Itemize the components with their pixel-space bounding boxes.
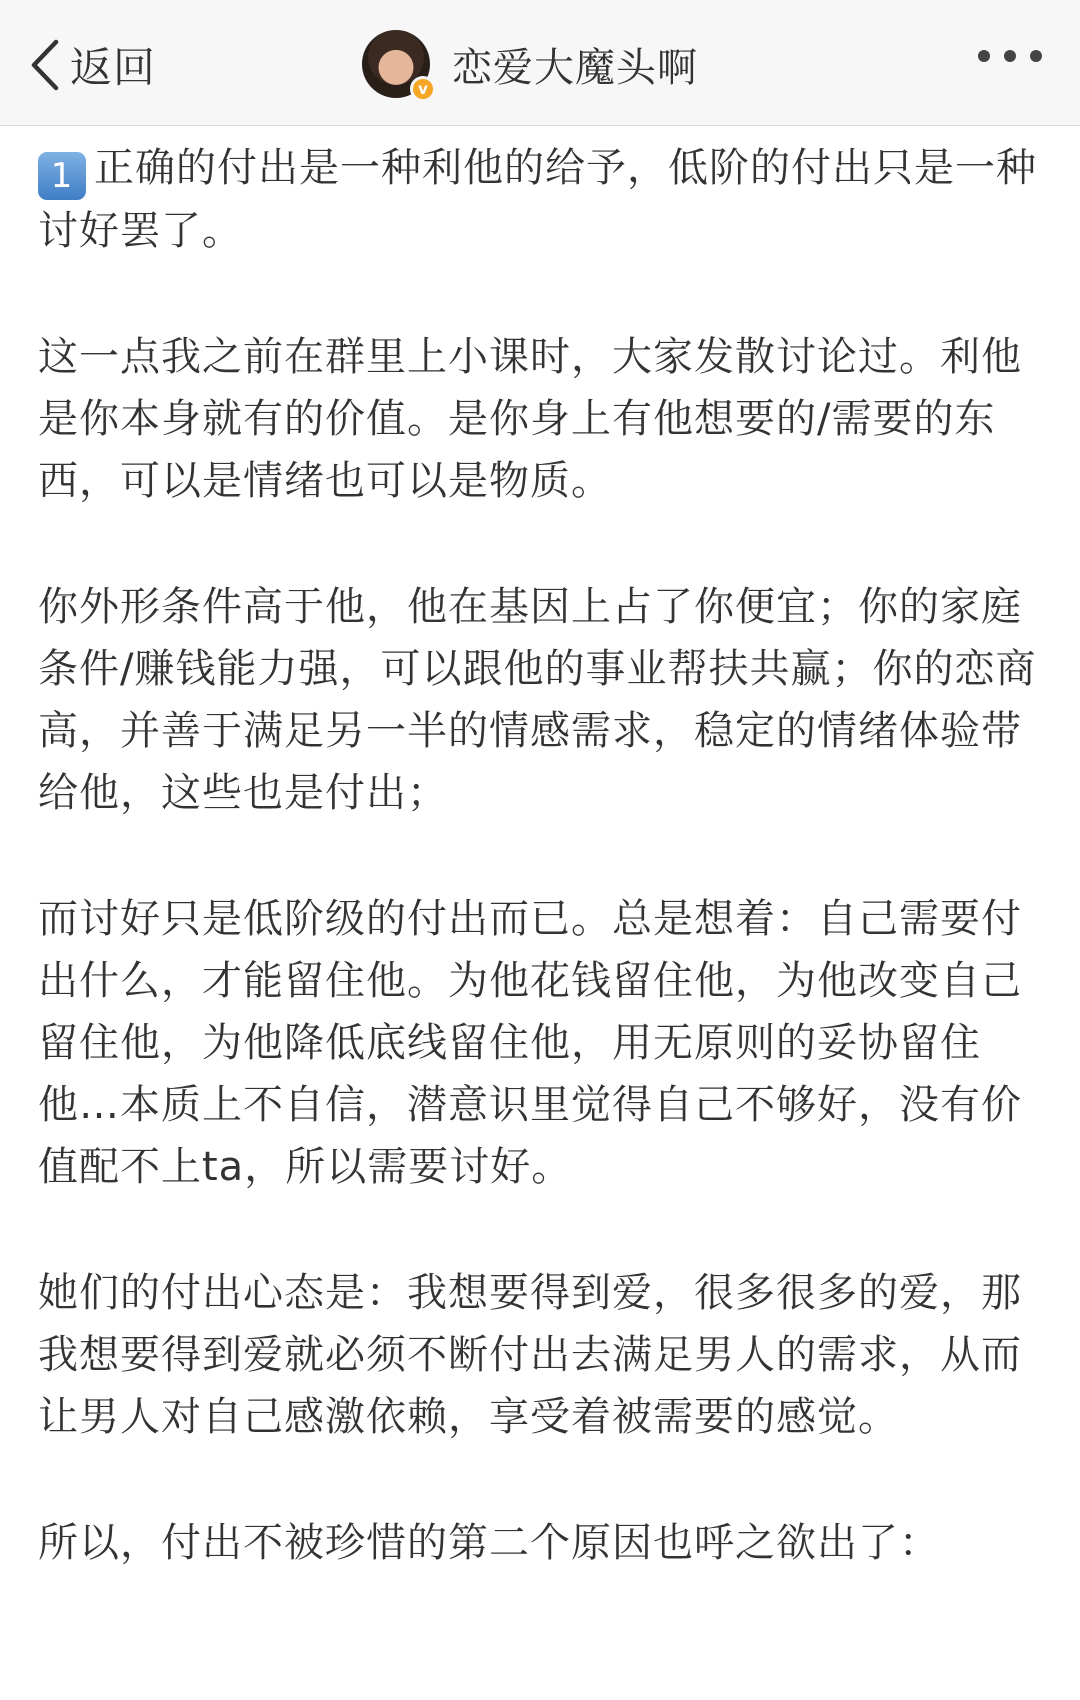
- back-label: 返回: [70, 43, 157, 92]
- keycap-one-icon: 1: [38, 152, 86, 200]
- more-dot: [1004, 50, 1016, 62]
- paragraph-2: 这一点我之前在群里上小课时，大家发散讨论过。利他是你本身就有的价值。是你身上有他想要的/需要的东西，可以是情绪也可以是物质。: [38, 334, 1022, 504]
- paragraph-3: 你外形条件高于他，他在基因上占了你便宜；你的家庭条件/赚钱能力强，可以跟他的事业帮扶共赢；你的恋商高，并善于满足另一半的情感需求，稳定的情绪体验带给他，这些也是付出；: [38, 584, 1037, 816]
- author-profile[interactable]: [362, 26, 698, 102]
- paragraph-1: [38, 137, 1048, 262]
- verified-badge-icon: v: [410, 76, 436, 102]
- author-name[interactable]: 恋爱大魔头啊: [452, 44, 698, 91]
- chevron-left-icon: [30, 39, 60, 91]
- more-dots-icon[interactable]: [978, 50, 1042, 62]
- avatar[interactable]: [362, 30, 430, 98]
- more-dot: [1030, 50, 1042, 62]
- paragraph-6: 所以，付出不被珍惜的第二个原因也呼之欲出了：: [38, 1520, 940, 1566]
- paragraph-5: 她们的付出心态是：我想要得到爱，很多很多的爱，那我想要得到爱就必须不断付出去满足男人的需求，从而让男人对自己感激依赖，享受着被需要的感觉。: [38, 1270, 1022, 1440]
- paragraph-text: 正确的付出是一种利他的给予，低阶的付出只是一种讨好罢了。: [38, 145, 1037, 254]
- paragraph-4: 而讨好只是低阶级的付出而已。总是想着：自己需要付出什么，才能留住他。为他花钱留住他，为他改变自己留住他，为他降低底线留住他，用无原则的妥协留住他…本质上不自信，潜意识里觉得自己不够好，没有价值配不上ta，所以需要讨好。: [38, 896, 1022, 1190]
- back-button[interactable]: [30, 30, 156, 100]
- post-content: [38, 137, 1048, 1638]
- top-navigation-bar: [0, 0, 1080, 126]
- more-dot: [978, 50, 990, 62]
